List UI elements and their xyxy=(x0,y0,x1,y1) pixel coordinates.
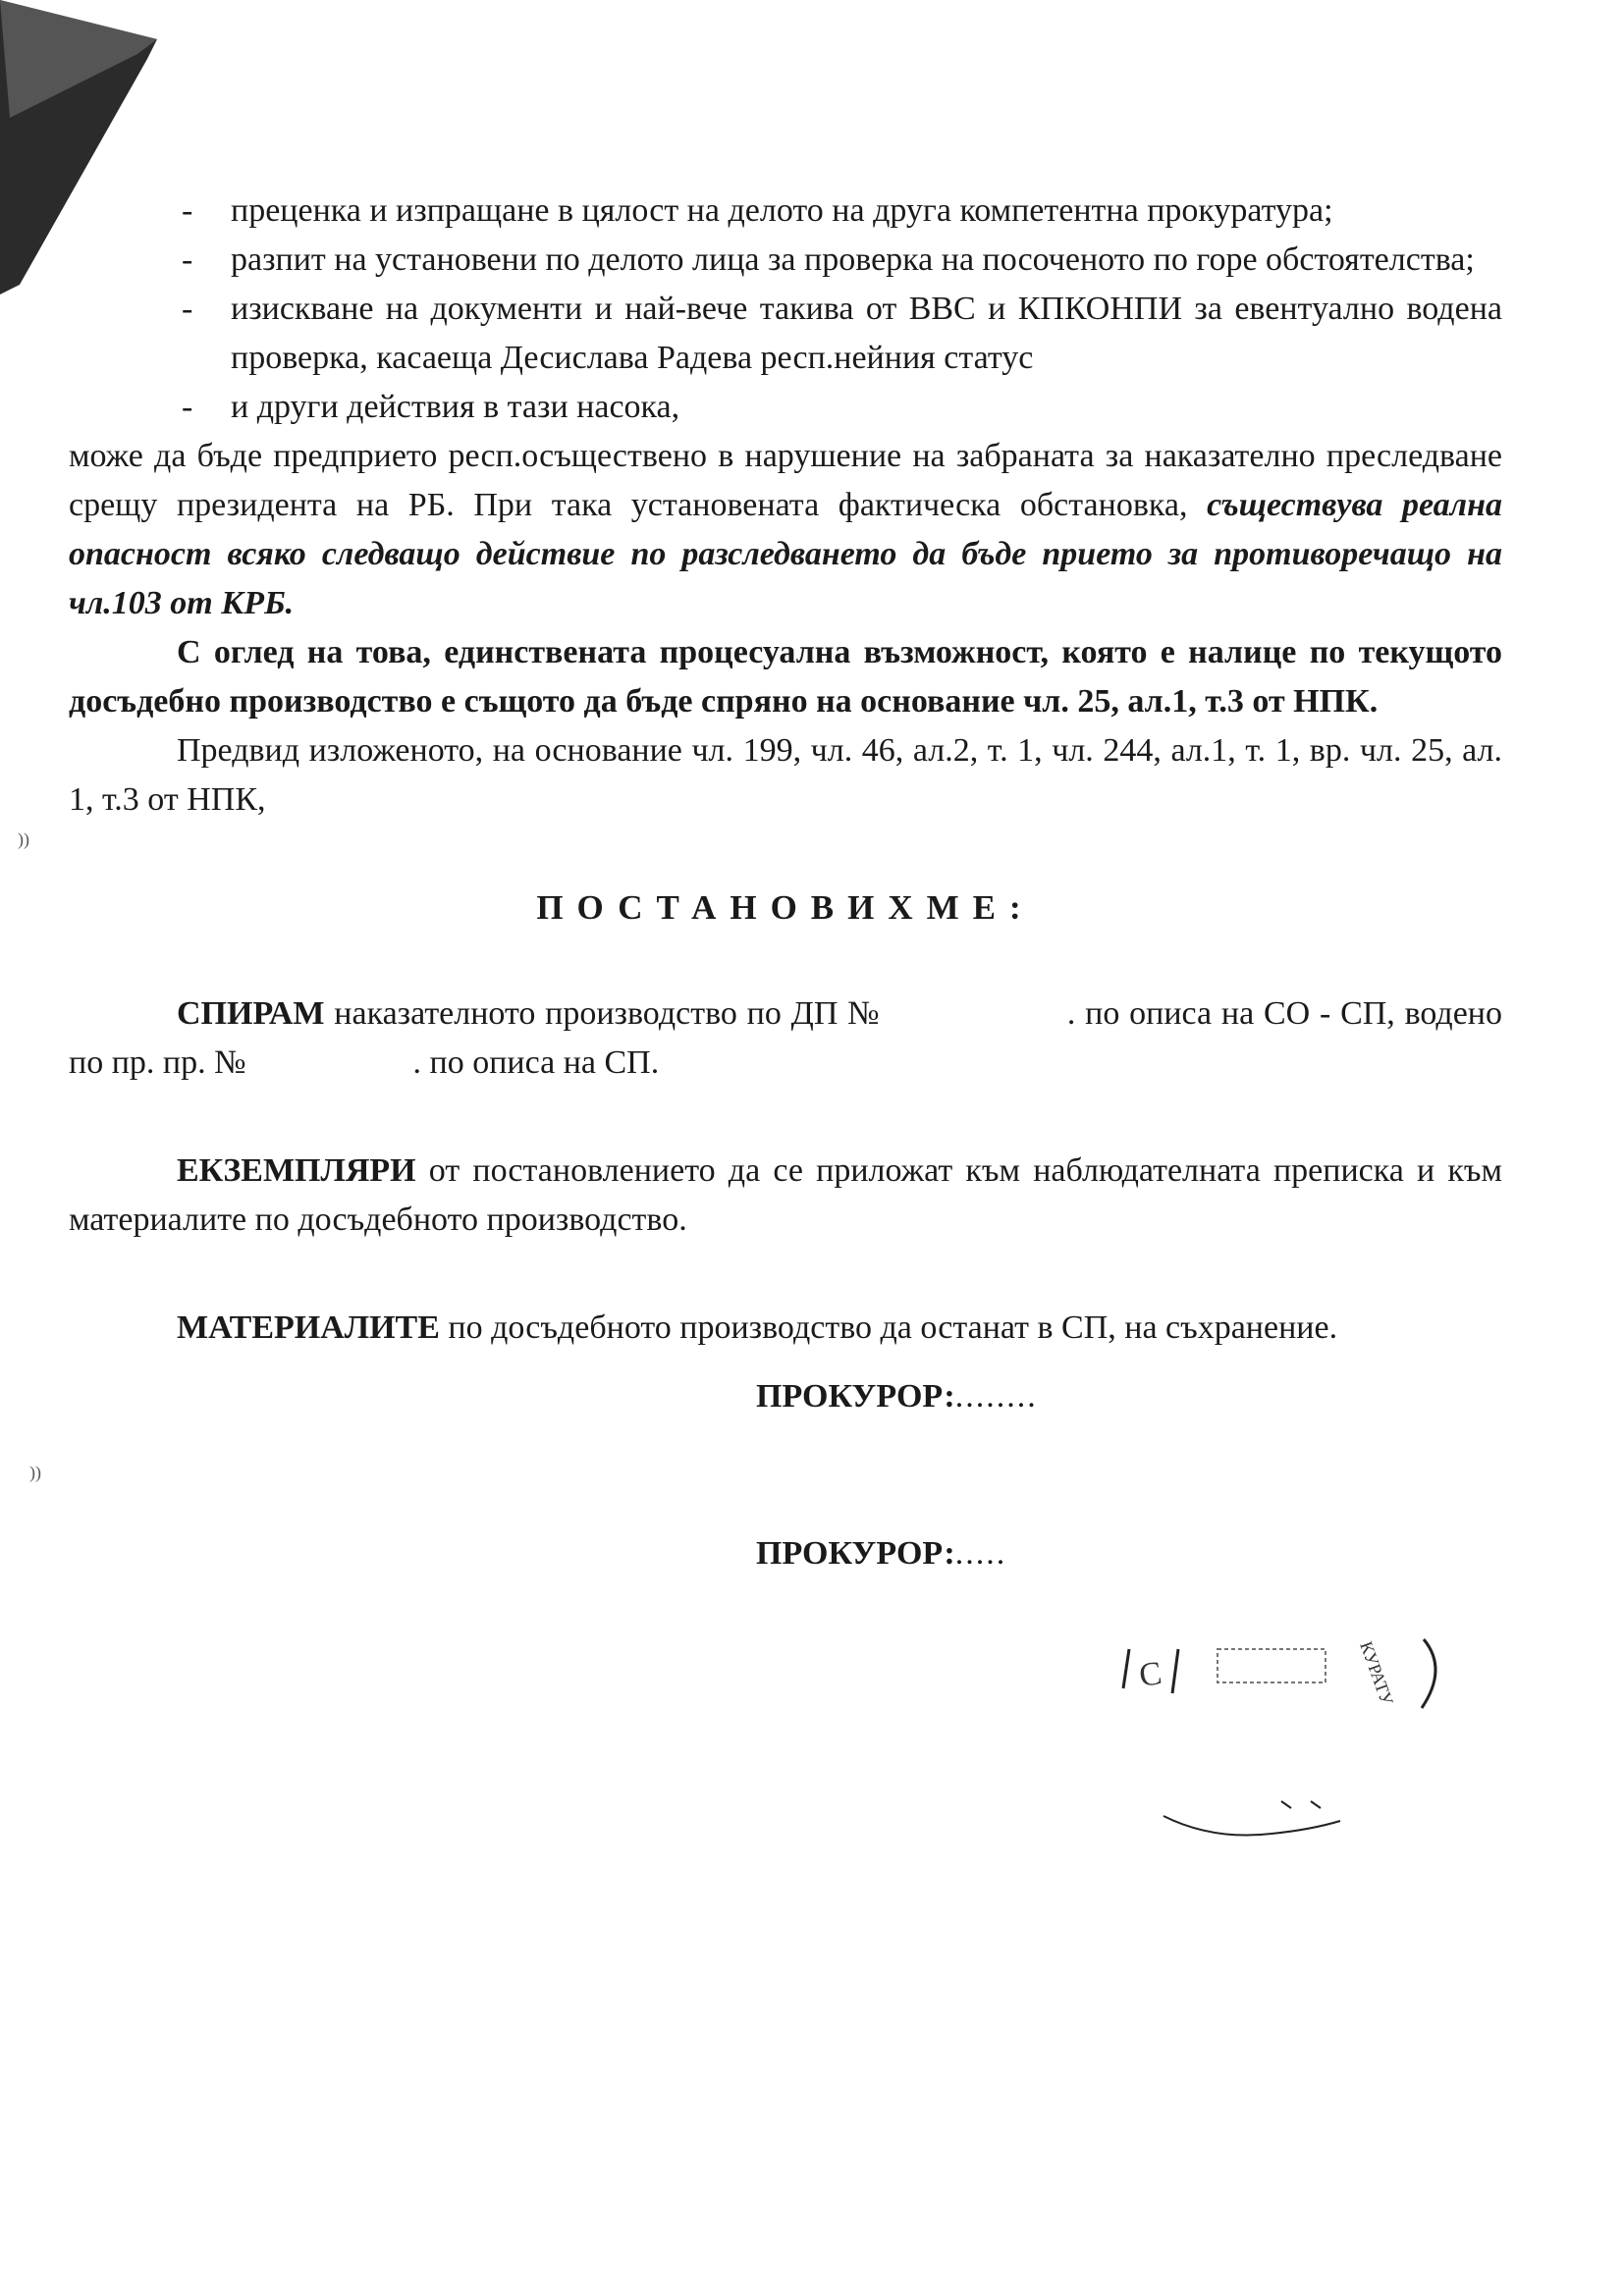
suspend-text-c: . по описа на СП. xyxy=(412,1044,660,1081)
action-list xyxy=(69,187,1502,432)
danger-emphasis: съществува реална опасност всяко следващо действие по разследването да бъде прието за противоречащо на чл.103 от КРБ. xyxy=(69,487,1502,621)
list-item-text: разпит на установени по делото лица за проверка на посоченото по горе обстоятелства; xyxy=(231,241,1475,278)
document-body xyxy=(69,187,1502,1578)
materials-keyword: МАТЕРИАЛИТЕ xyxy=(177,1309,440,1346)
suspend-keyword: СПИРАМ xyxy=(177,995,325,1032)
materials-text: по досъдебното производство да останат в СП, на съхранение. xyxy=(439,1309,1338,1346)
copies-keyword: ЕКЗЕМПЛЯРИ xyxy=(177,1152,416,1189)
findings-paragraph xyxy=(69,432,1502,628)
bullet-dash: - xyxy=(182,389,193,425)
svg-text:С: С xyxy=(1136,1655,1164,1694)
list-item-text: изискване на документи и най-вече такива от ВВС и КПКОНПИ за евентуално водена проверка, касаеща Десислава Радева респ.нейния статус xyxy=(231,291,1502,376)
list-item-text: преценка и изпращане в цялост на делото на друга компетентна прокуратура; xyxy=(231,192,1333,229)
signature-dots: ..... xyxy=(954,1535,1007,1572)
list-item xyxy=(69,236,1502,285)
scan-speck: )) xyxy=(18,829,29,849)
prosecutor-signature-1 xyxy=(756,1372,1502,1421)
bullet-dash: - xyxy=(182,192,193,229)
decision-heading: ПОСТАНОВИХМЕ: xyxy=(536,888,1035,927)
scan-speck: )) xyxy=(29,1463,41,1482)
list-item xyxy=(69,187,1502,236)
list-item xyxy=(69,285,1502,383)
prosecutor-signature-2 xyxy=(756,1529,1502,1578)
signature-label: ПРОКУРОР: xyxy=(756,1535,955,1572)
list-item xyxy=(69,383,1502,432)
signature-dots: ........ xyxy=(954,1378,1038,1415)
bullet-dash: - xyxy=(182,241,193,278)
suspend-text-b: . по описа на СО - СП, водено по пр. пр. № xyxy=(69,995,1502,1081)
suspend-paragraph xyxy=(69,989,1502,1088)
conclusion-paragraph: С оглед на това, единствената процесуална възможност, която е налице по текущото досъдебно производство е същото да бъде спряно на основание чл. 25, ал.1, т.3 от НПК. xyxy=(69,634,1502,720)
suspend-text-a: наказателното производство по ДП № xyxy=(324,995,881,1032)
signature-scribble-icon xyxy=(1154,1796,1350,1855)
svg-text:КУРАТУ: КУРАТУ xyxy=(1356,1638,1398,1708)
materials-paragraph xyxy=(69,1304,1502,1353)
signature-label: ПРОКУРОР: xyxy=(756,1378,955,1415)
stamp-icon xyxy=(1109,1610,1463,1728)
copies-text: от постановлението да се приложат към наблюдателната преписка и към материалите по досъдебното производство. xyxy=(69,1152,1502,1238)
copies-paragraph xyxy=(69,1147,1502,1245)
findings-text: може да бъде предприето респ.осъществено в нарушение на забраната за наказателно преследване срещу президента на РБ. При така установената фактическа обстановка, xyxy=(69,438,1502,523)
bullet-dash: - xyxy=(182,291,193,327)
list-item-text: и други действия в тази насока, xyxy=(231,389,680,425)
legal-basis-paragraph: Предвид изложеното, на основание чл. 199, чл. 46, ал.2, т. 1, чл. 244, ал.1, т. 1, вр. чл. 25, ал. 1, т.3 от НПК, xyxy=(69,732,1502,818)
